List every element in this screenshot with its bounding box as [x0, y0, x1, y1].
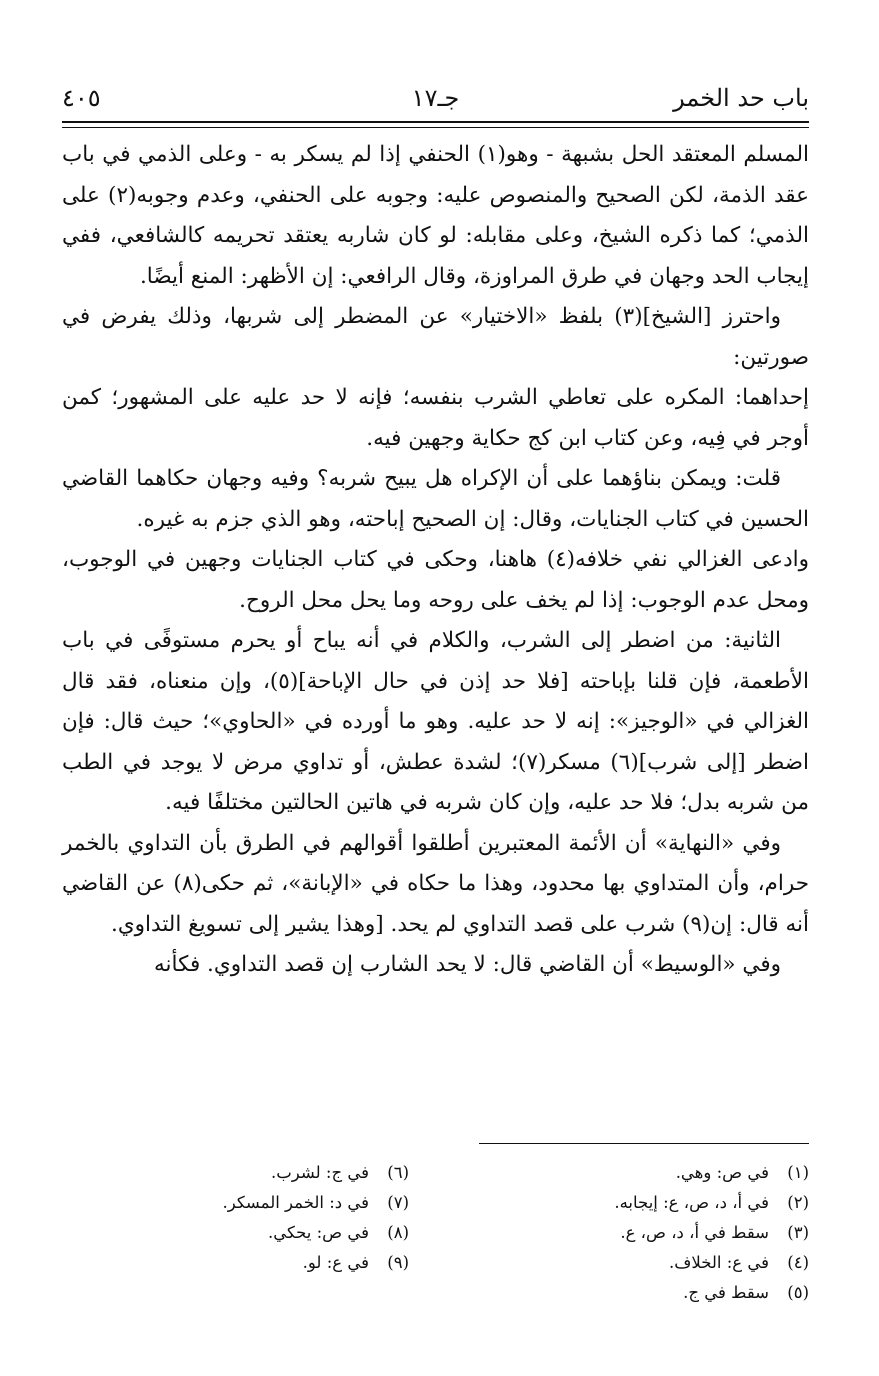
- footnote-text: سقط في أ، د، ص، ع.: [620, 1223, 769, 1242]
- footnote: [429, 1158, 809, 1188]
- footnote: [429, 1248, 809, 1278]
- paragraph: وفي «النهاية» أن الأئمة المعتبرين أطلقوا أقوالهم في الطرق بأن التداوي بالخمر حرام، وأن المتداوي بها محدود، وهذا ما حكاه في «الإبانة»، ثم حكى(٨) عن القاضي أنه قال: إن(٩) شرب على قصد التداوي لم يحد. [وهذا يشير إلى تسويغ التداوي.: [62, 830, 809, 937]
- page-number: ٤٠٥: [62, 84, 101, 112]
- footnote: [429, 1188, 809, 1218]
- footnote-number: (١): [787, 1163, 809, 1182]
- paragraph: وفي «الوسيط» أن القاضي قال: لا يحد الشارب إن قصد التداوي. فكأنه: [154, 952, 781, 977]
- paragraph: المسلم المعتقد الحل بشبهة - وهو(١) الحنفي إذا لم يسكر به - وعلى الذمي في باب عقد الذمة، لكن الصحيح والمنصوص عليه: وجوبه على الحنفي، وعدم وجوبه(٢) على الذمي؛ كما ذكره الشيخ، وعلى مقابله: لو كان شاربه يعتقد تحريمه كالشافعي، ففي إيجاب الحد وجهان في طرق المراوزة، وقال الرافعي: إن الأظهر: المنع أيضًا.: [62, 142, 809, 289]
- footnote: [429, 1278, 809, 1308]
- footnote-number: (٧): [387, 1193, 409, 1212]
- footnote: [29, 1248, 409, 1278]
- volume-number: جـ١٧: [411, 84, 460, 112]
- footnote: [29, 1218, 409, 1248]
- footnote-text: في ص: وهي.: [675, 1163, 769, 1182]
- footnote-number: (٨): [387, 1223, 409, 1242]
- footnotes-column-left: [29, 1158, 409, 1278]
- paragraph: الثانية: من اضطر إلى الشرب، والكلام في أنه يباح أو يحرم مستوفًى في باب الأطعمة، فإن قلنا بإباحته [فلا حد إذن في حال الإباحة](٥)، وإن منعناه، فقد قال الغزالي في «الوجيز»: إنه لا حد عليه. وهو ما أورده في «الحاوي»؛ حيث قال: فإن اضطر [إلى شرب](٦) مسكر(٧)؛ لشدة عطش، أو تداوي مرض لا يوجد في الطب من شربه بدل؛ فلا حد عليه، وإن كان شربه في هاتين الحالتين مختلفًا فيه.: [62, 628, 810, 815]
- paragraph: وادعى الغزالي نفي خلافه(٤) هاهنا، وحكى في كتاب الجنايات وجهين في الوجوب، ومحل عدم الوجوب: إذا لم يخف على روحه وما يحل محل الروح.: [62, 547, 809, 613]
- footnote: [29, 1158, 409, 1188]
- paragraph: قلت: ويمكن بناؤهما على أن الإكراه هل يبيح شربه؟ وفيه وجهان حكاهما القاضي الحسين في كتاب الجنايات، وقال: إن الصحيح إباحته، وهو الذي جزم به غيره.: [62, 466, 809, 532]
- chapter-title: باب حد الخمر: [673, 84, 809, 112]
- paragraph: إحداهما: المكره على تعاطي الشرب بنفسه؛ فإنه لا حد عليه على المشهور؛ كمن أوجر في فِيه، وعن كتاب ابن كج حكاية وجهين فيه.: [62, 385, 809, 451]
- footnote-text: في ج: لشرب.: [271, 1163, 369, 1182]
- footnote-separator: [479, 1143, 809, 1144]
- footnote-text: في ع: لو.: [302, 1253, 369, 1272]
- footnote-text: سقط في ج.: [683, 1283, 769, 1302]
- footnote: [429, 1218, 809, 1248]
- footnote-text: في ص: يحكي.: [268, 1223, 369, 1242]
- footnote: [29, 1188, 409, 1218]
- footnote-text: في د: الخمر المسكر.: [222, 1193, 369, 1212]
- header-rule: [62, 121, 809, 128]
- page-header: [62, 80, 809, 120]
- footnote-number: (٩): [387, 1253, 409, 1272]
- footnote-number: (٢): [787, 1193, 809, 1212]
- footnote-number: (٦): [387, 1163, 409, 1182]
- footnote-text: في أ، د، ص، ع: إيجابه.: [614, 1193, 769, 1212]
- footnote-number: (٤): [787, 1253, 809, 1272]
- footnote-number: (٣): [787, 1223, 809, 1242]
- footnote-text: في ع: الخلاف.: [669, 1253, 769, 1272]
- footnote-number: (٥): [787, 1283, 809, 1302]
- footnotes-column-right: [429, 1158, 809, 1308]
- main-text: [62, 135, 809, 986]
- paragraph: واحترز [الشيخ](٣) بلفظ «الاختيار» عن المضطر إلى شربها، وذلك يفرض في صورتين:: [62, 304, 809, 370]
